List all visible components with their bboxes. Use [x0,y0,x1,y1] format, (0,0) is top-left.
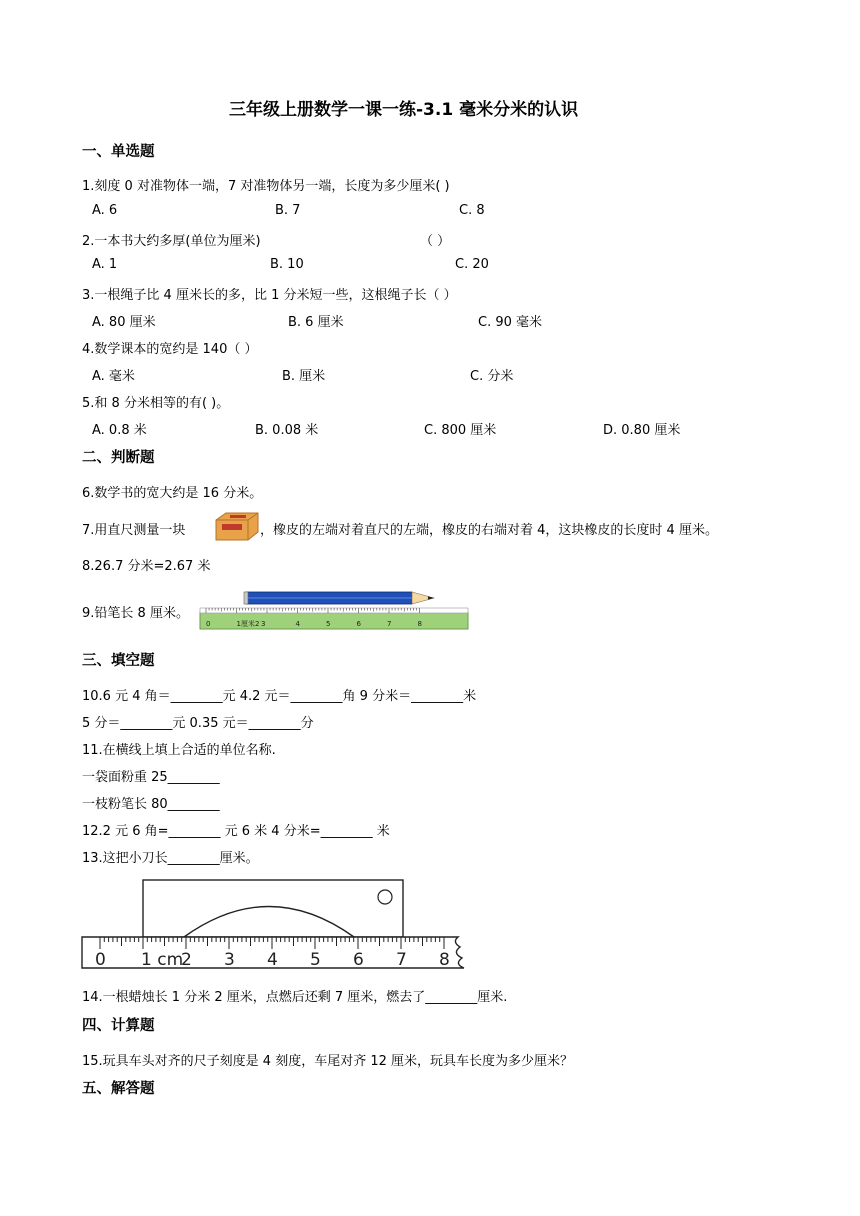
question-13: 13.这把小刀长________厘米。 [82,851,259,866]
page-title: 三年级上册数学一课一练-3.1 毫米分米的认识 [229,100,579,120]
q5-option-b[interactable]: B. 0.08 米 [255,423,319,438]
question-10-line-2: 5 分＝________元 0.35 元＝________分 [82,716,314,731]
q4-option-c[interactable]: C. 分米 [470,369,514,384]
q1-option-b[interactable]: B. 7 [275,203,301,218]
q3-option-b[interactable]: B. 6 厘米 [288,315,344,330]
q3-option-a[interactable]: A. 80 厘米 [92,315,156,330]
ruler-label: 4 [295,620,300,628]
ruler-label: 4 [267,950,278,970]
question-11-line-2: 一枝粉笔长 80________ [82,797,220,812]
q1-option-c[interactable]: C. 8 [459,203,485,218]
section-heading-calculation: 四、计算题 [82,1018,155,1034]
section-heading-single-choice: 一、单选题 [82,144,155,160]
q5-option-a[interactable]: A. 0.8 米 [92,423,147,438]
q3-option-c[interactable]: C. 90 毫米 [478,315,543,330]
ruler-label: 0 [206,620,211,628]
section-heading-answers: 五、解答题 [82,1081,155,1097]
section-heading-fill-in: 三、填空题 [82,653,155,669]
ruler-label: 5 [310,950,321,970]
ruler-label: 8 [417,620,422,628]
question-11: 11.在横线上填上合适的单位名称. [82,743,276,758]
knife-ruler-figure [78,876,480,974]
question-5: 5.和 8 分米相等的有( )。 [82,396,230,411]
knife-hole [378,890,392,904]
question-14: 14.一根蜡烛长 1 分米 2 厘米，点燃后还剩 7 厘米，燃去了________厘米. [82,990,508,1005]
q2-answer-paren: （ ） [420,234,451,249]
question-9: 9.铅笔长 8 厘米。 [82,606,189,621]
q2-option-b[interactable]: B. 10 [270,257,304,272]
ruler-label: 2 [181,950,192,970]
question-1: 1.刻度 0 对准物体一端，7 对准物体另一端，长度为多少厘米( ) [82,179,450,194]
ruler-label: 7 [396,950,407,970]
question-15: 15.玩具车头对齐的尺子刻度是 4 刻度，车尾对齐 12 厘米，玩具车长度为多少厘米？ [82,1054,574,1069]
question-4: 4.数学课本的宽约是 140（ ） [82,342,258,357]
question-7-prefix: 7.用直尺测量一块 [82,523,186,538]
q5-option-d[interactable]: D. 0.80 厘米 [603,423,681,438]
eraser-icon [212,510,260,542]
ruler-label: 7 [387,620,392,628]
q2-option-a[interactable]: A. 1 [92,257,118,272]
ruler-label: 3 [261,620,266,628]
pencil-ruler-figure [198,584,472,634]
q2-option-c[interactable]: C. 20 [455,257,489,272]
q4-option-a[interactable]: A. 毫米 [92,369,135,384]
ruler-label: 0 [95,950,106,970]
q4-option-b[interactable]: B. 厘米 [282,369,326,384]
section-heading-true-false: 二、判断题 [82,450,155,466]
q5-option-c[interactable]: C. 800 厘米 [424,423,497,438]
question-8: 8.26.7 分米=2.67 米 [82,559,211,574]
question-6: 6.数学书的宽大约是 16 分米。 [82,486,263,501]
ruler-label: 6 [356,620,361,628]
knife-body [143,880,403,937]
question-11-line-1: 一袋面粉重 25________ [82,770,220,785]
question-7-suffix: ，橡皮的左端对着直尺的左端，橡皮的右端对着 4，这块橡皮的长度时 4 厘米。 [260,523,718,538]
question-3: 3.一根绳子比 4 厘米长的多，比 1 分米短一些，这根绳子长（ ） [82,288,457,303]
pencil-end [244,592,248,604]
question-12: 12.2 元 6 角=________ 元 6 米 4 分米=________ 米 [82,824,390,839]
question-2: 2.一本书大约多厚(单位为厘米) [82,234,261,249]
ruler-label: 8 [439,950,450,970]
ruler-label: 1 cm [141,950,184,970]
ruler-label: 1厘米2 [236,620,260,628]
q1-option-a[interactable]: A. 6 [92,203,118,218]
ruler-label: 5 [326,620,331,628]
ruler-label: 6 [353,950,364,970]
question-10-line-1: 10.6 元 4 角＝________元 4.2 元＝________角 9 分米＝________米 [82,689,477,704]
ruler-label: 3 [224,950,235,970]
